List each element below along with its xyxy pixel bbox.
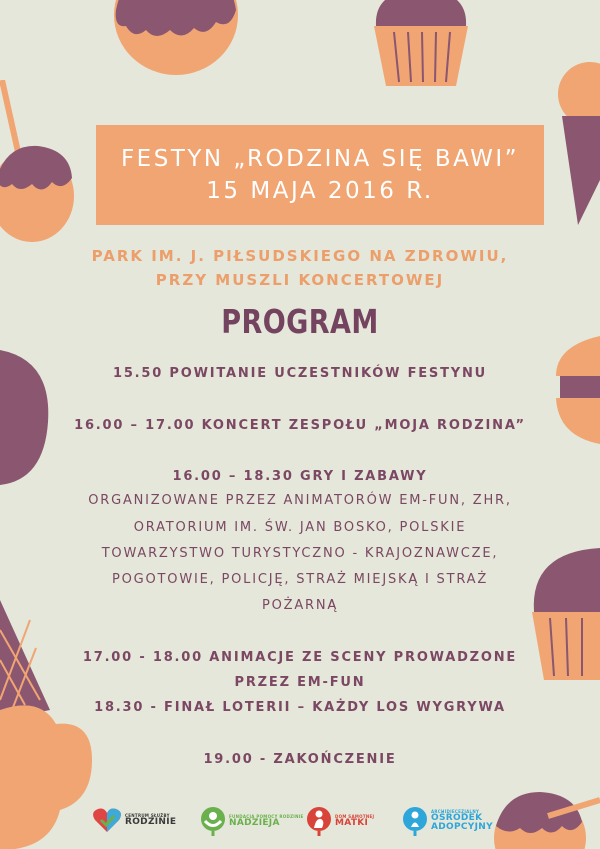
logo-big-text: RODZINIE <box>125 816 177 827</box>
macaron-right-illustration <box>556 336 600 446</box>
logo-small-text: ARCHIDIECEZJALNY <box>431 809 480 814</box>
title-banner <box>96 125 544 225</box>
program-item-animations-cont: PRZEZ EM-FUN <box>234 675 366 690</box>
logo-centrum-sluzby-rodzinie <box>92 806 176 834</box>
program-item-games-title: 16.00 – 18.30 GRY I ZABAWY <box>172 469 428 484</box>
program-item-concert: 16.00 – 17.00 KONCERT ZESPOŁU „MOJA RODZINA” <box>74 418 526 433</box>
program-item-games-desc: ORGANIZOWANE PRZEZ ANIMATORÓW EM-FUN, ZHR, <box>88 493 512 508</box>
program-heading: PROGRAM <box>221 302 379 341</box>
program-item-games-desc: TOWARZYSTWO TURYSTYCZNO - KRAJOZNAWCZE, <box>101 546 499 561</box>
logo-dom-samotnej-matki <box>306 806 374 836</box>
program-item-games-desc: POGOTOWIE, POLICJĘ, STRAŻ MIEJSKĄ I STRAŻ <box>111 572 489 587</box>
logo-osrodek-adopcyjny <box>402 806 493 836</box>
ice-cream-cone-right-illustration <box>556 60 600 230</box>
program-item-lottery: 18.30 - FINAŁ LOTERII – KAŻDY LOS WYGRYWA <box>94 700 506 715</box>
ice-cream-scoop-left-illustration <box>0 350 50 490</box>
donut-illustration <box>106 0 246 85</box>
program-item-games-desc: POŻARNĄ <box>261 598 339 613</box>
logo-small-text: DOM SAMOTNEJ <box>335 813 375 819</box>
festival-title: FESTYN „RODZINA SIĘ BAWI” <box>120 146 520 172</box>
logo-big-text: NADZIEJA <box>229 817 280 828</box>
location-line2: PRZY MUSZLI KONCERTOWEJ <box>155 271 445 289</box>
program-item-games-desc: ORATORIUM IM. ŚW. JAN BOSKO, POLSKIE <box>133 520 467 535</box>
caramel-apple-bottom-illustration <box>490 786 600 849</box>
program-item-closing: 19.00 - ZAKOŃCZENIE <box>203 752 397 767</box>
location-line1: PARK IM. J. PIŁSUDSKIEGO NA ZDROWIU, <box>91 247 509 265</box>
program-item-welcome: 15.50 POWITANIE UCZESTNIKÓW FESTYNU <box>112 366 488 381</box>
logo-small-text: FUNDACJA POMOCY RODZINIE <box>229 813 304 819</box>
logo-small-text: CENTRUM SŁUŻBY <box>125 812 170 818</box>
program-item-animations: 17.00 - 18.00 ANIMACJE ZE SCENY PROWADZONE <box>82 650 518 665</box>
cupcake-right-illustration <box>530 540 600 690</box>
logo-fundacja-nadzieja <box>200 806 304 836</box>
hands-icon <box>200 806 226 836</box>
child-icon <box>402 806 428 836</box>
logo-big-text: OŚRODEK ADOPCYJNY <box>431 813 493 832</box>
logo-big-text: MATKI <box>335 817 369 828</box>
caramel-apple-illustration <box>0 80 82 245</box>
mother-icon <box>306 806 332 836</box>
heart-icon <box>92 806 122 834</box>
festival-date: 15 MAJA 2016 R. <box>206 178 434 204</box>
cupcake-top-illustration <box>366 0 476 100</box>
ice-cream-cone-left-illustration <box>0 600 100 849</box>
